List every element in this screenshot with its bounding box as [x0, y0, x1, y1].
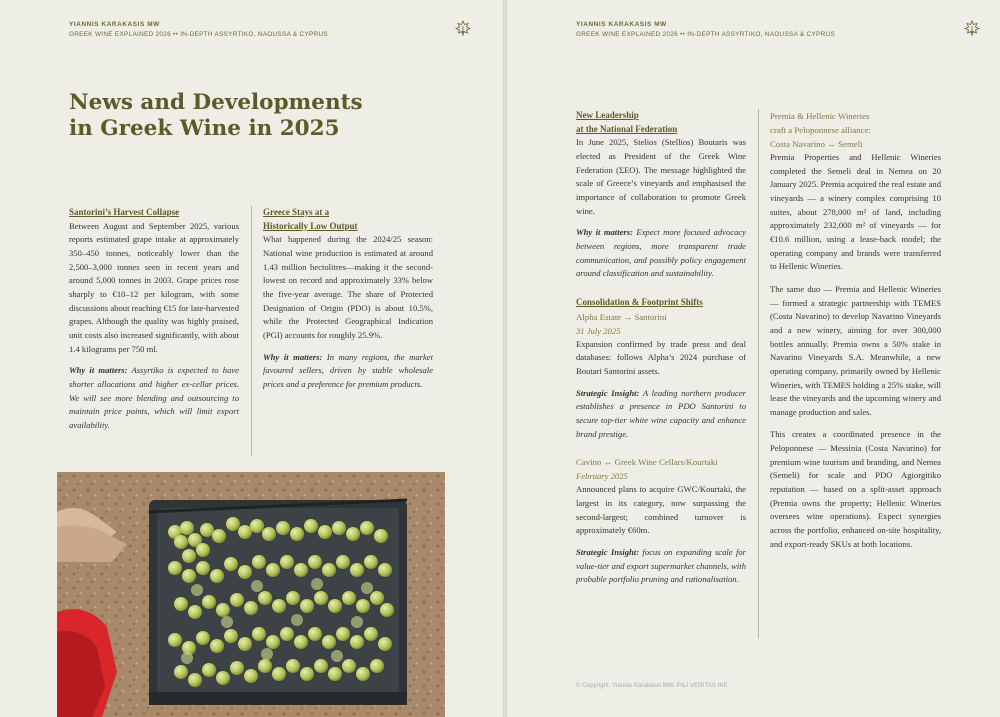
leadership-why — [576, 226, 746, 281]
why-label: Why it matters: — [576, 227, 633, 238]
title-line-2: in Greek Wine in 2025 — [69, 116, 340, 141]
cavino-subheading: Cavino ↔ Greek Wine Cellars/Kourtaki — [576, 457, 718, 468]
right-column-2 — [770, 109, 941, 551]
why-text: Expect more focused advocacy between regions, more transparent trade communication, and possibly policy engagement around classification and sustainability. — [576, 227, 746, 279]
header-subtitle: GREEK WINE EXPLAINED 2026 •• IN-DEPTH ASSYRTIKO, NAOUSSA & CYPRUS — [69, 31, 328, 38]
leaf-icon — [455, 20, 471, 36]
why-label: Why it matters: — [263, 351, 323, 362]
premia-body-2: The same duo — Premia and Hellenic Wineries — formed a strategic partnership with TEMES (Costa Navarino) to develop Navarino Vineyards and a new winery, aiming for over 300,000 bottles annually. Premia owns a 50% stake in Navarino Vineyards S.A. Meanwhile, a new operating company, primarily owned by Hellenic Wineries, with TEMES holding a 25% stake, will lease the vineyards and the upcoming winery and manage production and sales. — [770, 283, 941, 417]
title-line-1: News and Developments — [69, 90, 363, 115]
right-column-1 — [576, 109, 746, 587]
greece-body: What happened during the 2024/25 season: National wine production is estimated at around 1.43 million hectolitres—making it the second-lowest on record and approximately 33% below the five-year average. The share of Protected Designation of Origin (PDO) is about 10.5%, while the Protected Geographical Indication (PGI) accounts for roughly 25.9%. — [263, 234, 433, 340]
leaf-icon — [964, 20, 980, 36]
header-author: YIANNIS KARAKASIS MW — [576, 21, 667, 28]
grape-crate-photo — [57, 472, 445, 717]
cavino-date: February 2025 — [576, 471, 628, 482]
running-header — [69, 21, 328, 38]
cavino-body: Announced plans to acquire GWC/Kourtaki, the largest in its category, now surpassing the second-largest; combined turnover is approximately €60m. — [576, 484, 746, 536]
cavino-insight — [576, 546, 746, 587]
premia-subheading-2: craft a Peloponnese alliance: — [770, 125, 871, 135]
column-divider — [251, 206, 252, 456]
santorini-heading: Santorini’s Harvest Collapse — [69, 207, 180, 217]
alpha-subheading: Alpha Estate → Santorini — [576, 311, 667, 322]
santorini-article — [69, 206, 239, 433]
why-text: Assyrtiko is expected to have shorter allocations and higher ex-cellar prices. We will see more blending and outsourcing to maintain price points, which will limit export availability. — [69, 365, 239, 430]
greece-heading-2: Historically Low Output — [263, 220, 358, 231]
leadership-heading-2: at the National Federation — [576, 123, 678, 134]
header-subtitle: GREEK WINE EXPLAINED 2026 •• IN-DEPTH ASSYRTIKO, NAOUSSA & CYPRUS — [576, 31, 835, 38]
why-label: Why it matters: — [69, 365, 128, 376]
insight-text: focus on expanding scale for value-tier and export supermarket channels, with probable portfolio pruning and rationalisation. — [576, 546, 746, 585]
greece-heading-1: Greece Stays at a — [263, 207, 330, 217]
consolidation-heading: Consolidation & Footprint Shifts — [576, 296, 703, 307]
alpha-date: 31 July 2025 — [576, 325, 621, 336]
greece-output-article — [263, 206, 433, 392]
santorini-body: Between August and September 2025, various reports estimated grape intake at approximately 350–450 tonnes, noticeably lower than the 2,500–3,000 tonnes seen in recent years and around 5,000 tonnes in 2003. Grape prices rose sharply to €10–12 per kilogram, with some discussions about reaching €15 for late-harvested grapes. Although the quality was highly praised, unit costs also increased significantly, with about 1.4 kilograms per 750 ml. — [69, 220, 239, 354]
running-header — [576, 21, 835, 38]
insight-label: Strategic Insight: — [576, 546, 640, 557]
premia-body-1: Premia Properties and Hellenic Wineries completed the Semeli deal in Nemea on 20 January 2025. Premia acquired the real estate and vineyards — a winery complex comprising 10 suites, about 278,000 m² of land, including approximately 232,000 m² of vineyards — for €10.6 million, using a lease-back model; the operating company and brands were transferred to Hellenic Wineries. — [770, 152, 941, 272]
column-divider — [758, 109, 759, 639]
alpha-body: Expansion confirmed by trade press and deal databases: follows Alpha’s 2024 purchase of Boutari Santorini assets. — [576, 338, 746, 376]
insight-text: A leading northern producer establishes a presence in PDO Santorini to secure top-tier white wine capacity and enhance brand prestige. — [576, 387, 746, 439]
leadership-body: In June 2025, Stelios (Stellios) Boutaris was elected as President of the Greek Wine Federation (ΣΕΟ). The message highlighted the scale of Greece’s vineyards and emphasised the importance of collaboration to promote Greek wine. — [576, 137, 746, 216]
santorini-why — [69, 364, 239, 432]
why-text: In many regions, the market favoured sellers, driven by stable wholesale prices and a preference for premium products. — [263, 351, 433, 389]
insight-label: Strategic Insight: — [576, 387, 640, 398]
header-author: YIANNIS KARAKASIS MW — [69, 21, 160, 28]
premia-subheading-3: Costa Navarino ↔ Semeli — [770, 139, 863, 149]
leadership-heading-1: New Leadership — [576, 110, 639, 120]
alpha-insight — [576, 387, 746, 442]
right-page — [507, 0, 1000, 717]
greece-why — [263, 351, 433, 392]
page-title — [69, 90, 399, 142]
premia-subheading-1: Premia & Hellenic Wineries — [770, 111, 870, 121]
copyright-notice: © Copyright: Yiannis Karakasis MW. P&J VERITAS IKE — [576, 682, 728, 689]
premia-body-3: This creates a coordinated presence in the Peloponnese — Messinia (Costa Navarino) for premium wine tourism and branding, and Nemea (Semeli) for scale and PDO Agiorgitiko reputation — based on a split-asset approach (Premia owns the property; Hellenic Wineries oversees wine operations). Expect synergies across the portfolio, enhanced on-site hospitality, and export-ready SKUs at both locations. — [770, 429, 941, 549]
grape-crate-image — [57, 472, 445, 717]
